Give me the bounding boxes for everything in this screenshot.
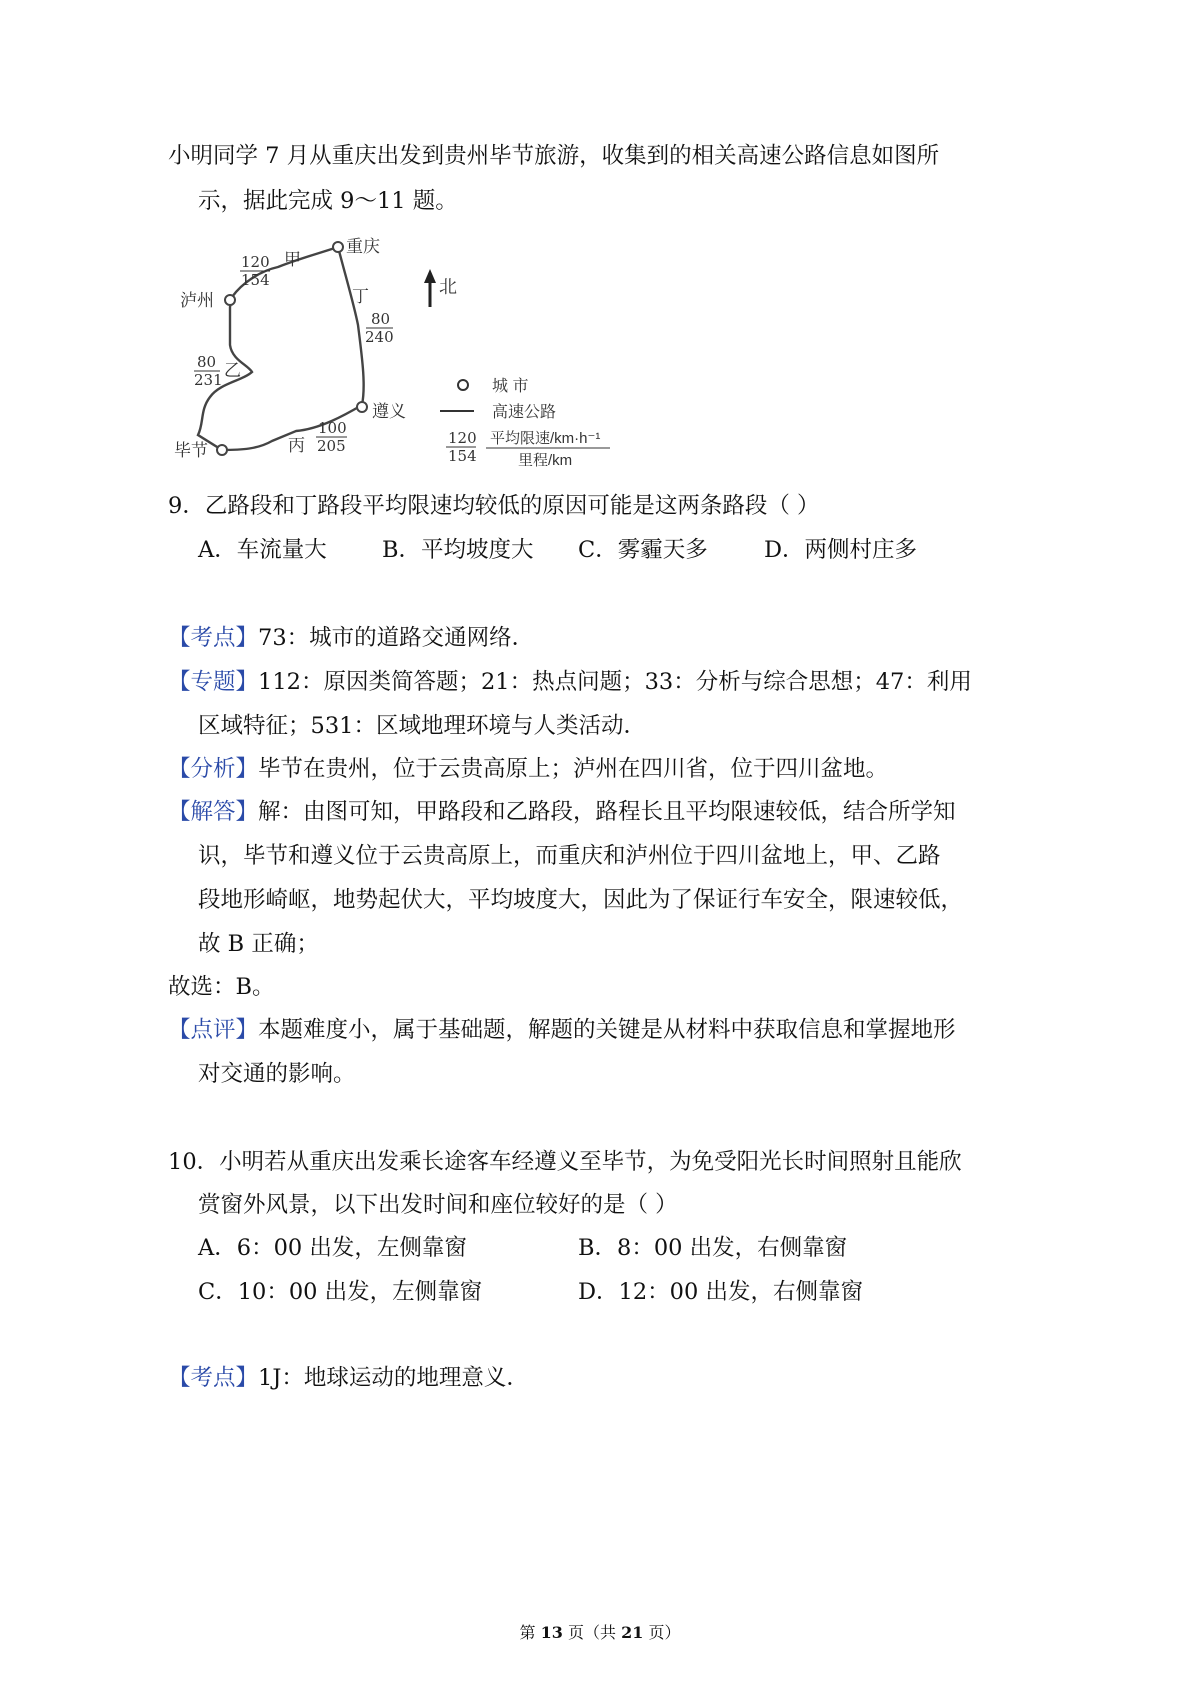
segment-bing-distance: 205 (317, 437, 346, 455)
intro-line-1: 小明同学 7 月从重庆出发到贵州毕节旅游，收集到的相关高速公路信息如图所 (168, 143, 940, 169)
a9-jieda-1 (168, 796, 956, 828)
q10-option-d: D．12：00 出发，右侧靠窗 (578, 1279, 863, 1305)
city-label-luzhou: 泸州 (180, 291, 214, 311)
segment-bing-speed: 100 (318, 419, 347, 437)
a9-fenxi-text: 毕节在贵州，位于云贵高原上；泸州在四川省，位于四川盆地。 (258, 756, 889, 782)
q9-stem: 9．乙路段和丁路段平均限速均较低的原因可能是这两条路段（ ） (168, 493, 820, 519)
a9-dianping-text-1: 本题难度小，属于基础题，解题的关键是从材料中获取信息和掌握地形 (258, 1017, 956, 1043)
a9-kaodian (168, 622, 534, 654)
legend-numerator-label: 平均限速/km·h⁻¹ (490, 430, 601, 447)
highway-map (174, 237, 640, 480)
a9-zhuanti-2: 区域特征；531：区域地理环境与人类活动． (198, 713, 646, 739)
a9-jieda-4: 故 B 正确； (198, 931, 319, 957)
a10-kaodian-tag: 【考点】 (168, 1365, 259, 1391)
a9-fenxi (168, 753, 888, 785)
a9-guxuan: 故选：B。 (168, 974, 275, 1000)
footer-prefix: 第 (519, 1623, 541, 1642)
legend-highway-label: 高速公路 (492, 404, 557, 421)
segment-bing-name: 丙 (288, 436, 305, 456)
a9-zhuanti-1 (168, 666, 972, 698)
legend-sample-num: 120 (448, 429, 477, 447)
bijie-city-marker (217, 445, 227, 455)
legend-city-icon (458, 380, 468, 390)
q9-option-b: B．平均坡度大 (382, 537, 534, 563)
segment-yi-distance: 231 (194, 371, 223, 389)
q9-option-a: A．车流量大 (198, 537, 327, 563)
segment-ding-speed: 80 (371, 310, 391, 328)
footer-total-pages: 21 (621, 1623, 644, 1642)
segment-ding-distance: 240 (365, 328, 394, 346)
zunyi-city-marker (357, 402, 367, 412)
q10-option-b: B．8：00 出发，右侧靠窗 (578, 1235, 848, 1261)
a9-kaodian-tag: 【考点】 (168, 625, 259, 651)
luzhou-city-marker (225, 295, 235, 305)
a9-jieda-text-1: 解：由图可知，甲路段和乙路段，路程长且平均限速较低，结合所学知 (258, 799, 956, 825)
city-label-chongqing: 重庆 (346, 237, 380, 257)
city-label-bijie: 毕节 (174, 441, 208, 461)
north-arrow-icon (424, 269, 436, 307)
segment-jia-name: 甲 (284, 250, 301, 270)
q9-option-d: D．两侧村庄多 (764, 537, 918, 563)
q9-option-c: C．雾霾天多 (578, 537, 708, 563)
q10-option-c: C．10：00 出发，左侧靠窗 (198, 1279, 483, 1305)
a9-zhuanti-text-1: 112：原因类简答题；21：热点问题；33：分析与综合思想；47：利用 (258, 669, 972, 695)
chongqing-city-marker (333, 242, 343, 252)
q10-stem-2: 赏窗外风景，以下出发时间和座位较好的是（ ） (198, 1192, 678, 1218)
a9-fenxi-tag: 【分析】 (168, 756, 259, 782)
q10-stem-1: 10．小明若从重庆出发乘长途客车经遵义至毕节，为免受阳光长时间照射且能欣 (168, 1149, 962, 1175)
segment-jia-speed: 120 (241, 253, 270, 271)
a9-dianping-1 (168, 1014, 956, 1046)
a9-jieda-3: 段地形崎岖，地势起伏大，平均坡度大，因此为了保证行车安全，限速较低， (198, 887, 964, 913)
segment-yi-name: 乙 (224, 361, 241, 381)
a9-dianping-2: 对交通的影响。 (198, 1061, 356, 1087)
page-footer (0, 1620, 1200, 1643)
segment-yi-speed: 80 (197, 353, 217, 371)
legend-city-label: 城 市 (492, 378, 529, 395)
legend-sample-den: 154 (448, 447, 477, 465)
a9-kaodian-text: 73：城市的道路交通网络． (258, 625, 535, 651)
a10-kaodian (168, 1362, 529, 1394)
footer-suffix: 页） (643, 1623, 681, 1642)
city-label-zunyi: 遵义 (372, 402, 406, 422)
a9-jieda-2: 识，毕节和遵义位于云贵高原上，而重庆和泸州位于四川盆地上，甲、乙路 (198, 843, 941, 869)
a9-dianping-tag: 【点评】 (168, 1017, 259, 1043)
a9-jieda-tag: 【解答】 (168, 799, 259, 825)
a9-zhuanti-tag: 【专题】 (168, 669, 259, 695)
a10-kaodian-text: 1J：地球运动的地理意义． (258, 1365, 529, 1391)
legend-denominator-label: 里程/km (518, 452, 573, 469)
q10-option-a: A．6：00 出发，左侧靠窗 (198, 1235, 467, 1261)
footer-page-number: 13 (540, 1623, 563, 1642)
footer-middle: 页（共 (562, 1623, 622, 1642)
intro-line-2: 示，据此完成 9～11 题。 (198, 188, 458, 214)
north-label: 北 (439, 277, 457, 298)
segment-jia-distance: 154 (241, 271, 270, 289)
segment-ding-name: 丁 (352, 287, 369, 307)
